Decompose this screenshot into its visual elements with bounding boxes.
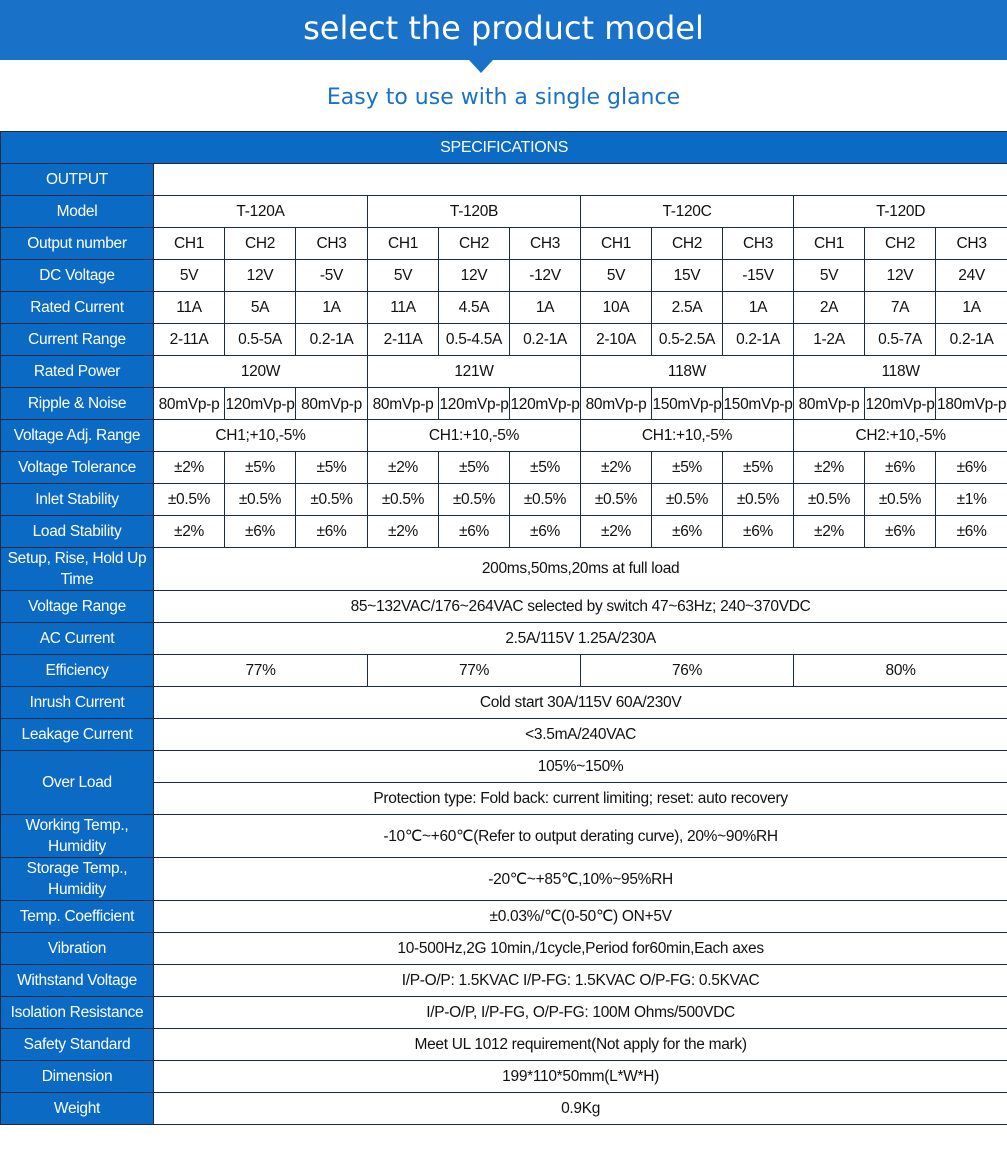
table-cell: CH2 [225,228,296,260]
table-row [1,655,1007,687]
row-label: Storage Temp., Humidity [1,858,154,901]
table-cell: ±0.5% [581,484,652,516]
table-cell: CH2:+10,-5% [794,420,1007,452]
table-row [1,452,1007,484]
cell-text: 80mVp-p [798,396,860,413]
table-cell: -15V [723,260,794,292]
specifications-table-wrapper [0,131,1007,1151]
table-cell: 1-2A [794,324,865,356]
banner-pointer-icon [469,60,493,73]
row-label: Setup, Rise, Hold Up Time [1,548,154,591]
page-title: select the product model [303,9,704,47]
table-cell: ±6% [510,516,581,548]
table-cell: 15V [652,260,723,292]
table-row [1,356,1007,388]
table-cell: 118W [581,356,794,388]
table-cell: 0.5-5A [225,324,296,356]
table-cell: 2-11A [154,324,225,356]
table-cell: ±0.5% [368,484,439,516]
row-label: AC Current [1,623,154,655]
model-name: T-120A [154,196,368,228]
table-row [1,260,1007,292]
row-label: Voltage Adj. Range [1,420,154,452]
table-cell: 12V [865,260,936,292]
table-cell: CH1:+10,-5% [368,420,581,452]
table-cell: 0.5-7A [865,324,936,356]
table-cell: -20℃~+85℃,10%~95%RH [154,858,1007,901]
table-cell: ±6% [865,516,936,548]
table-cell: 2.5A/115V 1.25A/230A [154,623,1007,655]
table-cell: 0.5-2.5A [652,324,723,356]
table-cell [794,388,865,420]
table-cell: ±6% [936,516,1007,548]
table-cell: -5V [296,260,368,292]
table-cell: ±6% [936,452,1007,484]
table-cell: ±2% [368,452,439,484]
table-cell: ±6% [439,516,510,548]
cell-text: 180mVp-p [937,396,1007,413]
table-cell: 0.2-1A [936,324,1007,356]
table-cell: 11A [154,292,225,324]
table-cell: 0.2-1A [296,324,368,356]
table-cell: 121W [368,356,581,388]
table-cell: 1A [510,292,581,324]
cell-text: 80mVp-p [301,396,362,413]
table-row [1,420,1007,452]
row-label: Load Stability [1,516,154,548]
cell-text: 120mVp-p [439,396,509,413]
table-row [1,858,1007,901]
table-cell: 2-10A [581,324,652,356]
table-row [1,815,1007,858]
table-row [1,324,1007,356]
table-cell: ±2% [581,452,652,484]
table-cell: 85~132VAC/176~264VAC selected by switch 47~63Hz; 240~370VDC [154,591,1007,623]
table-cell: 10A [581,292,652,324]
table-cell: ±6% [296,516,368,548]
table-cell [439,388,510,420]
table-cell: 80% [794,655,1007,687]
table-cell: 76% [581,655,794,687]
table-cell: Cold start 30A/115V 60A/230V [154,687,1007,719]
cell-text: 120mVp-p [510,396,580,413]
row-label: Voltage Tolerance [1,452,154,484]
row-label: Rated Power [1,356,154,388]
table-cell [296,388,368,420]
table-cell: ±0.5% [652,484,723,516]
row-label: Safety Standard [1,1029,154,1061]
table-cell [368,388,439,420]
table-cell: CH1:+10,-5% [581,420,794,452]
table-cell [581,388,652,420]
table-cell: 0.9Kg [154,1093,1007,1125]
model-name: T-120B [368,196,581,228]
row-label: DC Voltage [1,260,154,292]
row-label: OUTPUT [1,164,154,196]
table-cell: 1A [936,292,1007,324]
table-cell: CH3 [296,228,368,260]
table-cell: ±2% [154,516,225,548]
table-cell: 5A [225,292,296,324]
row-label: Over Load [1,751,154,815]
row-label: Rated Current [1,292,154,324]
table-cell: ±5% [296,452,368,484]
table-cell: ±2% [794,516,865,548]
model-name: T-120D [794,196,1007,228]
table-cell: 5V [794,260,865,292]
table-row [1,228,1007,260]
table-cell: 199*110*50mm(L*W*H) [154,1061,1007,1093]
table-cell: 7A [865,292,936,324]
table-cell: 5V [368,260,439,292]
table-cell: ±2% [154,452,225,484]
row-label: Voltage Range [1,591,154,623]
table-cell: 4.5A [439,292,510,324]
table-row [1,623,1007,655]
table-cell: ±5% [510,452,581,484]
table-cell: 1A [723,292,794,324]
table-cell: CH3 [723,228,794,260]
table-cell: CH3 [510,228,581,260]
cell-text: 150mVp-p [723,396,793,413]
cell-text: 120mVp-p [865,396,935,413]
cell-text: 80mVp-p [585,396,647,413]
table-cell: CH2 [652,228,723,260]
table-cell: ±5% [652,452,723,484]
row-label: Inrush Current [1,687,154,719]
table-row [1,1093,1007,1125]
table-row [1,933,1007,965]
table-cell: ±0.5% [865,484,936,516]
table-cell: CH1 [368,228,439,260]
table-row [1,548,1007,591]
table-row [1,196,1007,228]
table-cell: 77% [368,655,581,687]
table-cell: CH1 [581,228,652,260]
table-caption: SPECIFICATIONS [1,132,1007,164]
row-label: Dimension [1,1061,154,1093]
table-cell: ±0.5% [794,484,865,516]
table-cell: CH1;+10,-5% [154,420,368,452]
table-cell: I/P-O/P: 1.5KVAC I/P-FG: 1.5KVAC O/P-FG: 0.5KVAC [154,965,1007,997]
table-cell: 10-500Hz,2G 10min,/1cycle,Period for60min,Each axes [154,933,1007,965]
table-cell [154,388,225,420]
table-cell: ±0.5% [154,484,225,516]
output-spacer-cell [154,164,1007,196]
page-subtitle: Easy to use with a single glance [326,85,681,110]
table-row [1,687,1007,719]
cell-text: 120mVp-p [225,396,295,413]
table-cell: ±0.5% [439,484,510,516]
row-label: Vibration [1,933,154,965]
row-label: Working Temp., Humidity [1,815,154,858]
table-row [1,965,1007,997]
table-cell: ±0.5% [723,484,794,516]
table-cell: 0.2-1A [723,324,794,356]
table-cell: ±1% [936,484,1007,516]
table-row [1,997,1007,1029]
table-cell: 5V [581,260,652,292]
table-row [1,484,1007,516]
table-cell: ±0.5% [296,484,368,516]
table-cell: 0.2-1A [510,324,581,356]
table-cell: ±6% [723,516,794,548]
table-row [1,164,1007,196]
row-label: Model [1,196,154,228]
table-cell: CH3 [936,228,1007,260]
row-label: Inlet Stability [1,484,154,516]
row-label: Ripple & Noise [1,388,154,420]
table-cell: ±0.03%/℃(0-50℃) ON+5V [154,901,1007,933]
table-cell: CH2 [439,228,510,260]
table-cell: ±2% [581,516,652,548]
table-row [1,751,1007,783]
table-cell: 5V [154,260,225,292]
table-cell: 12V [225,260,296,292]
table-cell [865,388,936,420]
table-cell [652,388,723,420]
row-label: Leakage Current [1,719,154,751]
table-row [1,388,1007,420]
cell-text: 80mVp-p [158,396,220,413]
table-cell: 2.5A [652,292,723,324]
table-cell [225,388,296,420]
row-label: Output number [1,228,154,260]
table-cell: 105%~150% [154,751,1007,783]
table-cell: -10℃~+60℃(Refer to output derating curve), 20%~90%RH [154,815,1007,858]
table-cell: 120W [154,356,368,388]
table-cell: 12V [439,260,510,292]
table-cell [936,388,1007,420]
table-cell: ±5% [723,452,794,484]
table-cell: Protection type: Fold back: current limiting; reset: auto recovery [154,783,1007,815]
table-cell: ±6% [225,516,296,548]
table-row [1,719,1007,751]
table-header-row [1,132,1007,164]
table-row [1,1029,1007,1061]
table-cell: CH2 [865,228,936,260]
table-cell: 77% [154,655,368,687]
table-cell: ±2% [368,516,439,548]
table-row [1,292,1007,324]
table-cell: <3.5mA/240VAC [154,719,1007,751]
model-name: T-120C [581,196,794,228]
table-cell: CH1 [794,228,865,260]
row-label: Efficiency [1,655,154,687]
cell-text: 150mVp-p [652,396,722,413]
table-cell: Meet UL 1012 requirement(Not apply for the mark) [154,1029,1007,1061]
table-cell: ±0.5% [510,484,581,516]
specifications-table [0,131,1007,1125]
row-label: Current Range [1,324,154,356]
row-label: Temp. Coefficient [1,901,154,933]
table-row [1,901,1007,933]
table-cell: ±6% [865,452,936,484]
table-cell: -12V [510,260,581,292]
table-cell: ±6% [652,516,723,548]
table-cell: 0.5-4.5A [439,324,510,356]
table-row [1,591,1007,623]
table-cell: ±2% [794,452,865,484]
table-cell: 200ms,50ms,20ms at full load [154,548,1007,591]
table-cell: 11A [368,292,439,324]
table-cell: ±5% [439,452,510,484]
table-cell [723,388,794,420]
table-cell: 118W [794,356,1007,388]
table-cell: ±5% [225,452,296,484]
table-cell [510,388,581,420]
table-cell: 1A [296,292,368,324]
table-row [1,1061,1007,1093]
table-cell: 24V [936,260,1007,292]
table-cell: 2-11A [368,324,439,356]
row-label: Isolation Resistance [1,997,154,1029]
row-label: Withstand Voltage [1,965,154,997]
table-cell: 2A [794,292,865,324]
table-row [1,516,1007,548]
cell-text: 80mVp-p [372,396,434,413]
row-label: Weight [1,1093,154,1125]
table-cell: CH1 [154,228,225,260]
table-cell: I/P-O/P, I/P-FG, O/P-FG: 100M Ohms/500VDC [154,997,1007,1029]
table-cell: ±0.5% [225,484,296,516]
